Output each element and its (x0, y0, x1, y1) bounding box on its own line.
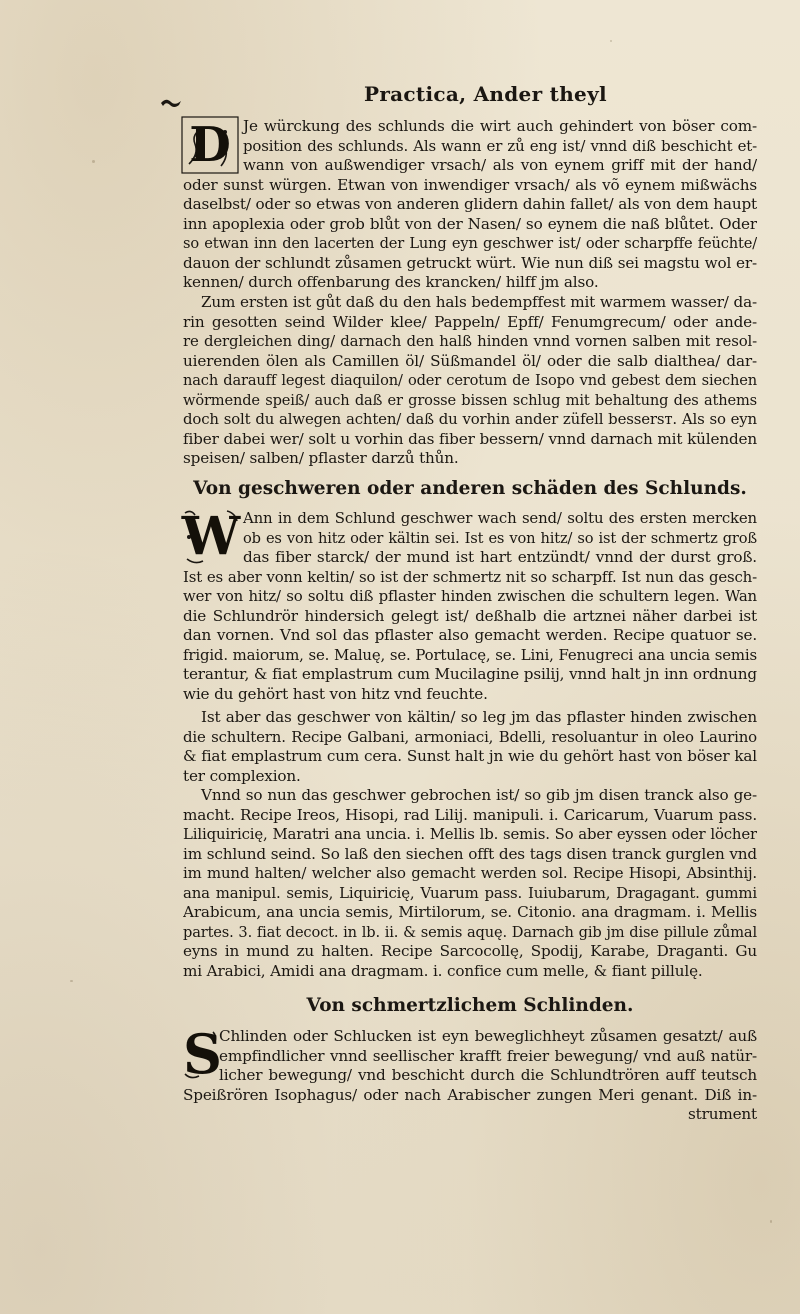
text-line: so etwan inn den lacerten der Lung eyn geschwer ist/ oder scharpffe feüchte/ (183, 235, 757, 252)
text-line: & fiat emplastrum cum cera. Sunst halt jn wie du gehört hast von böser kal (183, 747, 757, 765)
text-line: empfindlicher vnnd seellischer krafft freier bewegung/ vnd auß natür- (219, 1046, 757, 1065)
section-2-paragraph-2 (183, 708, 757, 786)
text-line: re dergleichen ding/ darnach den halß hinden vnnd vornen salben mit resol- (183, 332, 757, 350)
running-head: Practica, Ander theyl (364, 82, 607, 106)
text-line: rin gesotten seind Wilder klee/ Pappeln/ Epff/ Fenumgrecum/ oder ande- (183, 312, 757, 331)
initial-letter: W (181, 506, 241, 567)
text-line: terantur, & fiat emplastrum cum Mucilagine psilij, vnnd halt jn inn ordnung (183, 665, 757, 683)
text-line: doch solt du alwegen achten/ daß du vorhin ander züfell bessersт. Als so eyn (183, 410, 757, 428)
paper-speck (610, 40, 612, 42)
text-line: ana manipul. semis, Liquiricię, Vuarum pass. Iuiubarum, Dragagant. gummi (183, 883, 757, 902)
text-line: speisen/ salben/ pflaster darzů thůn. (183, 449, 459, 467)
text-line: im schlund seind. So laß den siechen offt des tags disen tranck gurglen vnd (183, 844, 757, 863)
text-line: mi Arabici, Amidi ana dragmam. i. confice cum melle, & fiant pillulę. (183, 961, 703, 980)
text-line: die schultern. Recipe Galbani, armoniaci, Bdelli, resoluantur in oleo Laurino (183, 727, 757, 746)
section-heading: Von schmertzlichem Schlinden. (306, 995, 634, 1016)
printer-ornament-icon (160, 96, 182, 110)
text-line: macht. Recipe Ireos, Hisopi, rad Lilij. manipuli. i. Caricarum, Vuarum pass. (183, 805, 757, 824)
text-line: Chlinden oder Schlucken ist eyn beweglichheyt zůsamen gesatzt/ auß (219, 1027, 757, 1045)
section-3-paragraph-1 (183, 1022, 757, 1125)
text-line: Ann in dem Schlund geschwer wach send/ soltu des ersten mercken (243, 509, 757, 527)
text-line: inn apoplexia oder grob blůt von der Nasen/ so eynem die naß blůtet. Oder (183, 214, 757, 233)
text-line: Vnnd so nun das geschwer gebrochen ist/ so gib jm disen tranck also ge- (201, 786, 757, 804)
initial-letter: D (189, 117, 231, 173)
text-line: dan vornen. Vnd sol das pflaster also gemacht werden. Recipe quatuor se. (183, 626, 757, 644)
text-line: Je würckung des schlunds die wirt auch gehindert von böser com- (243, 117, 757, 135)
text-line: daselbst/ oder so etwas von anderen glidern dahin fallet/ als von dem haupt (183, 195, 757, 213)
section-1-paragraph-1 (183, 117, 757, 293)
section-heading: Von geschweren oder anderen schäden des Schlunds. (193, 478, 747, 499)
text-line: Speißrören Isophagus/ oder nach Arabischer zungen Meri genant. Diß in- (183, 1085, 757, 1104)
text-line: oder sunst würgen. Etwan von inwendiger vrsach/ als võ eynem mißwächs (183, 175, 757, 194)
section-1-paragraph-2 (183, 293, 757, 469)
section-2-paragraph-1 (181, 506, 757, 704)
text-line: das fiber starck/ der mund ist hart entzündt/ vnnd der durst groß. (243, 548, 757, 566)
catchword: strument (687, 1105, 757, 1123)
text-line: Liliquiricię, Maratri ana uncia. i. Mellis lb. semis. So aber eyssen oder löcher (183, 825, 757, 843)
text-line: partes. 3. fiat decoct. in lb. ii. & semis aquę. Darnach gib jm dise pillule zůmal (183, 923, 757, 941)
text-line: fiber dabei wer/ solt u vorhin das fiber bessern/ vnnd darnach mit külenden (183, 429, 757, 448)
text-line: Ist aber das geschwer von kältin/ so leg jm das pflaster hinden zwischen (201, 708, 757, 726)
text-line: uierenden ölen als Camillen öl/ Süßmandel öl/ oder die salb dialthea/ dar- (183, 351, 757, 370)
text-line: ob es von hitz oder kältin sei. Ist es von hitz/ so ist der schmertz groß (243, 529, 757, 547)
paper-speck (70, 980, 73, 982)
text-line: ter complexion. (183, 766, 301, 785)
text-line: wer von hitz/ so soltu diß pflaster hinden zwischen die schultern legen. Wan (183, 587, 757, 605)
text-line: wörmende speiß/ auch daß er grosse bissen schlug mit behaltung des athems (183, 391, 757, 409)
initial-letter: S (183, 1022, 222, 1086)
text-line: die Schlundrör hindersich gelegt ist/ deßhalb die artznei näher darbei ist (183, 606, 757, 625)
text-line: Zum ersten ist gůt daß du den hals bedempffest mit warmem wasser/ da- (201, 293, 757, 311)
text-line: frigid. maiorum, se. Maluę, se. Portulacę, se. Lini, Fenugreci ana uncia semis (183, 645, 757, 664)
paper-speck (92, 160, 95, 163)
text-line: kennen/ durch offenbarung des krancken/ hilff jm also. (183, 273, 599, 291)
text-line: wann von außwendiger vrsach/ als von eynem griff mit der hand/ (243, 156, 757, 174)
text-line: wie du gehört hast von hitz vnd feuchte. (183, 684, 488, 703)
text-line: dauon der schlundt zůsamen getruckt würt. Wie nun diß sei magstu wol er- (183, 253, 757, 272)
text-line: Ist es aber vonn keltin/ so ist der schmertz nit so scharpff. Ist nun das gesch- (183, 567, 757, 586)
text-line: Arabicum, ana uncia semis, Mirtilorum, se. Citonio. ana dragmam. i. Mellis (183, 903, 757, 921)
paper-speck (770, 1220, 772, 1223)
text-line: nach darauff legest diaquilon/ oder cerotum de Isopo vnd gebest dem siechen (183, 372, 757, 389)
text-line: im mund halten/ welcher also gemacht werden sol. Recipe Hisopi, Absinthij. (183, 864, 757, 882)
section-2-paragraph-3 (183, 786, 757, 981)
text-line: eyns in mund zu halten. Recipe Sarcocollę, Spodij, Karabe, Draganti. Gu (183, 942, 757, 960)
text-line: position des schlunds. Als wann er zů eng ist/ vnnd diß beschicht et- (243, 136, 757, 155)
text-line: licher bewegung/ vnd beschicht durch die Schlundtrören auff teutsch (219, 1066, 757, 1084)
